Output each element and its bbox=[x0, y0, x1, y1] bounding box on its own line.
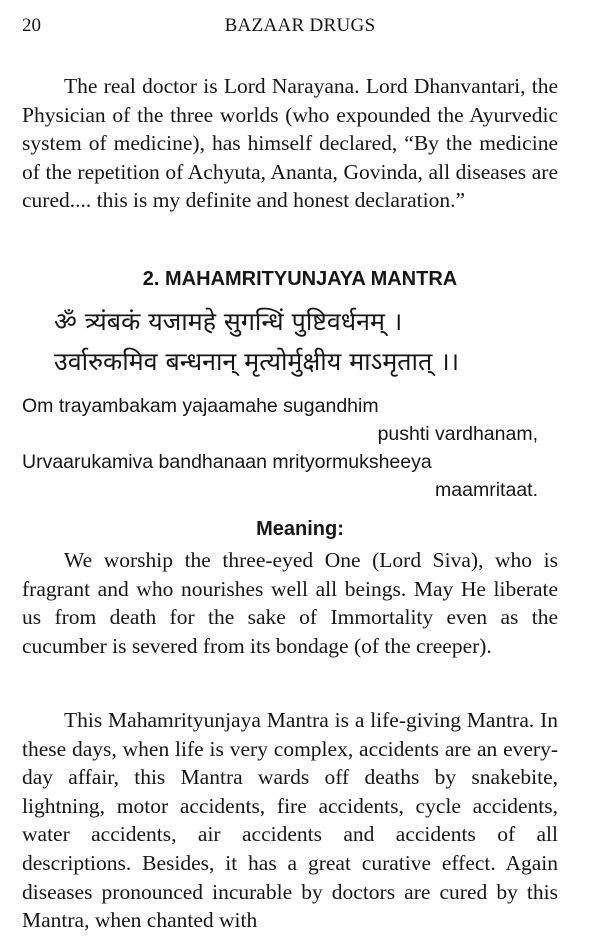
transliteration-line-continued: maamritaat. bbox=[435, 479, 538, 501]
paragraph-text: The real doctor is Lord Narayana. Lord Dhanvantari, the Physician of the three worlds (who expounded the Ayurvedic system of medicine), has himself declared, “By the medicine of the repetition of Achyuta, Ananta, Govinda, all diseases are cured.... this is my definite and honest declaration.” bbox=[22, 74, 558, 213]
transliteration-line: Om trayambakam yajaamahe sugandhim bbox=[22, 395, 379, 417]
transliteration-line: Urvaarukamiva bandhanaan mrityormuksheeya bbox=[22, 451, 432, 473]
section-heading: 2. MAHAMRITYUNJAYA MANTRA bbox=[142, 268, 458, 290]
paragraph-text: This Mahamrityunjaya Mantra is a life-giving Mantra. In these days, when life is very complex, accidents are an every-day affair, this Mantra wards off deaths by snakebite, lightning, motor accidents, fire accidents, cycle accidents, water accidents, air accidents and accidents of all descriptions. Besides, it has a great curative effect. Again diseases pronounced incurable by doctors are cured by this Mantra, when chanted with bbox=[22, 708, 558, 933]
body-paragraph-meaning bbox=[22, 546, 558, 660]
transliteration-verse-1 bbox=[22, 392, 538, 448]
devanagari-mantra-line-1: ॐ त्र्यंबकं यजामहे सुगन्धिं पुष्टिवर्धनम् । bbox=[54, 307, 403, 336]
devanagari-mantra-line-2: उर्वारुकमिव बन्धनान् मृत्योर्मुक्षीय माऽमृतात् ।। bbox=[54, 347, 460, 376]
body-paragraph-narayana bbox=[22, 72, 558, 215]
body-paragraph-mantra-effects bbox=[22, 706, 558, 935]
page-number: 20 bbox=[22, 15, 41, 36]
paragraph-text: We worship the three-eyed One (Lord Siva), who is fragrant and who nourishes well all beings. May He liberate us from death for the sake of Immortality even as the cucumber is severed from its bondage (of the creeper). bbox=[22, 548, 558, 658]
transliteration-verse-2 bbox=[22, 448, 538, 504]
running-head: BAZAAR DRUGS bbox=[224, 15, 376, 36]
page-header bbox=[22, 12, 578, 42]
transliteration-line-continued: pushti vardhanam, bbox=[377, 423, 538, 445]
meaning-heading: Meaning: bbox=[256, 518, 344, 540]
